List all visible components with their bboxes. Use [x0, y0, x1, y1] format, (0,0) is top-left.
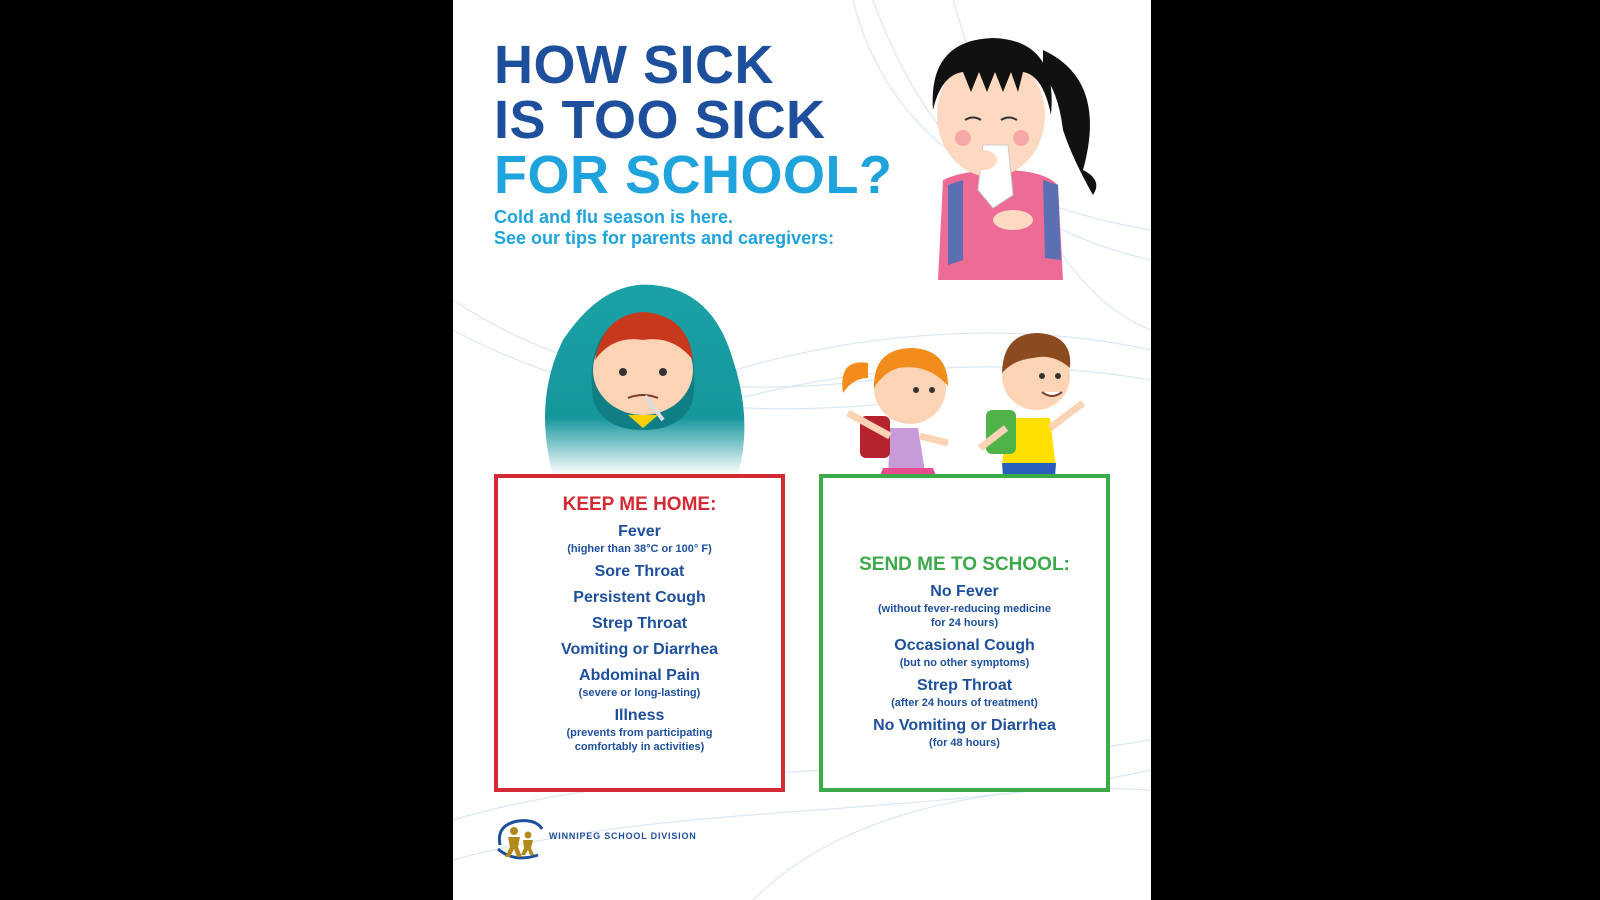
- keep-me-home-heading: KEEP ME HOME:: [562, 494, 717, 515]
- subtitle-line-1: Cold and flu season is here.: [494, 207, 734, 227]
- winnipeg-school-division-logo-icon: [494, 815, 546, 863]
- title-line-3: FOR SCHOOL?: [494, 145, 893, 205]
- item-label: No Fever: [930, 583, 999, 600]
- title-line-2: IS TOO SICK: [494, 90, 826, 150]
- organization-name: WINNIPEG SCHOOL DIVISION: [549, 831, 697, 841]
- keep-me-home-box: [494, 474, 785, 792]
- item-note: (for 48 hours): [929, 737, 1000, 749]
- list-item: [823, 676, 1106, 710]
- item-label: Persistent Cough: [573, 589, 706, 606]
- list-item: [498, 666, 781, 700]
- list-item: [498, 588, 781, 608]
- item-note: (without fever-reducing medicine for 24 hours): [878, 603, 1051, 629]
- list-item: [498, 522, 781, 556]
- list-item: [823, 636, 1106, 670]
- list-item: [498, 562, 781, 582]
- item-label: Occasional Cough: [894, 637, 1035, 654]
- poster: [453, 0, 1151, 900]
- sick-boy-blanket-illustration: [523, 280, 763, 475]
- list-item: [498, 640, 781, 660]
- send-me-to-school-box: [819, 474, 1110, 792]
- item-note: (higher than 38°C or 100° F): [567, 543, 712, 555]
- send-me-to-school-heading: SEND ME TO SCHOOL:: [859, 554, 1070, 575]
- item-label: No Vomiting or Diarrhea: [873, 717, 1056, 734]
- poster-title: [494, 35, 893, 205]
- item-label: Vomiting or Diarrhea: [560, 641, 719, 658]
- list-item: [823, 582, 1106, 630]
- item-label: Strep Throat: [591, 615, 688, 632]
- subtitle: [494, 207, 834, 249]
- item-label: Strep Throat: [916, 677, 1013, 694]
- list-item: [498, 614, 781, 634]
- item-label: Illness: [614, 707, 665, 724]
- list-item: [498, 706, 781, 754]
- item-note: (but no other symptoms): [899, 657, 1030, 669]
- item-note: (prevents from participating comfortably in activities): [566, 727, 713, 753]
- item-note: (after 24 hours of treatment): [891, 697, 1038, 709]
- item-label: Fever: [618, 523, 661, 540]
- subtitle-line-2: See our tips for parents and caregivers:: [494, 228, 835, 248]
- item-note: (severe or long-lasting): [578, 687, 701, 699]
- list-item: [823, 716, 1106, 750]
- item-label: Abdominal Pain: [579, 667, 700, 684]
- title-line-1: HOW SICK: [494, 35, 774, 95]
- sneezing-girl-illustration: [893, 20, 1113, 280]
- item-label: Sore Throat: [594, 563, 685, 580]
